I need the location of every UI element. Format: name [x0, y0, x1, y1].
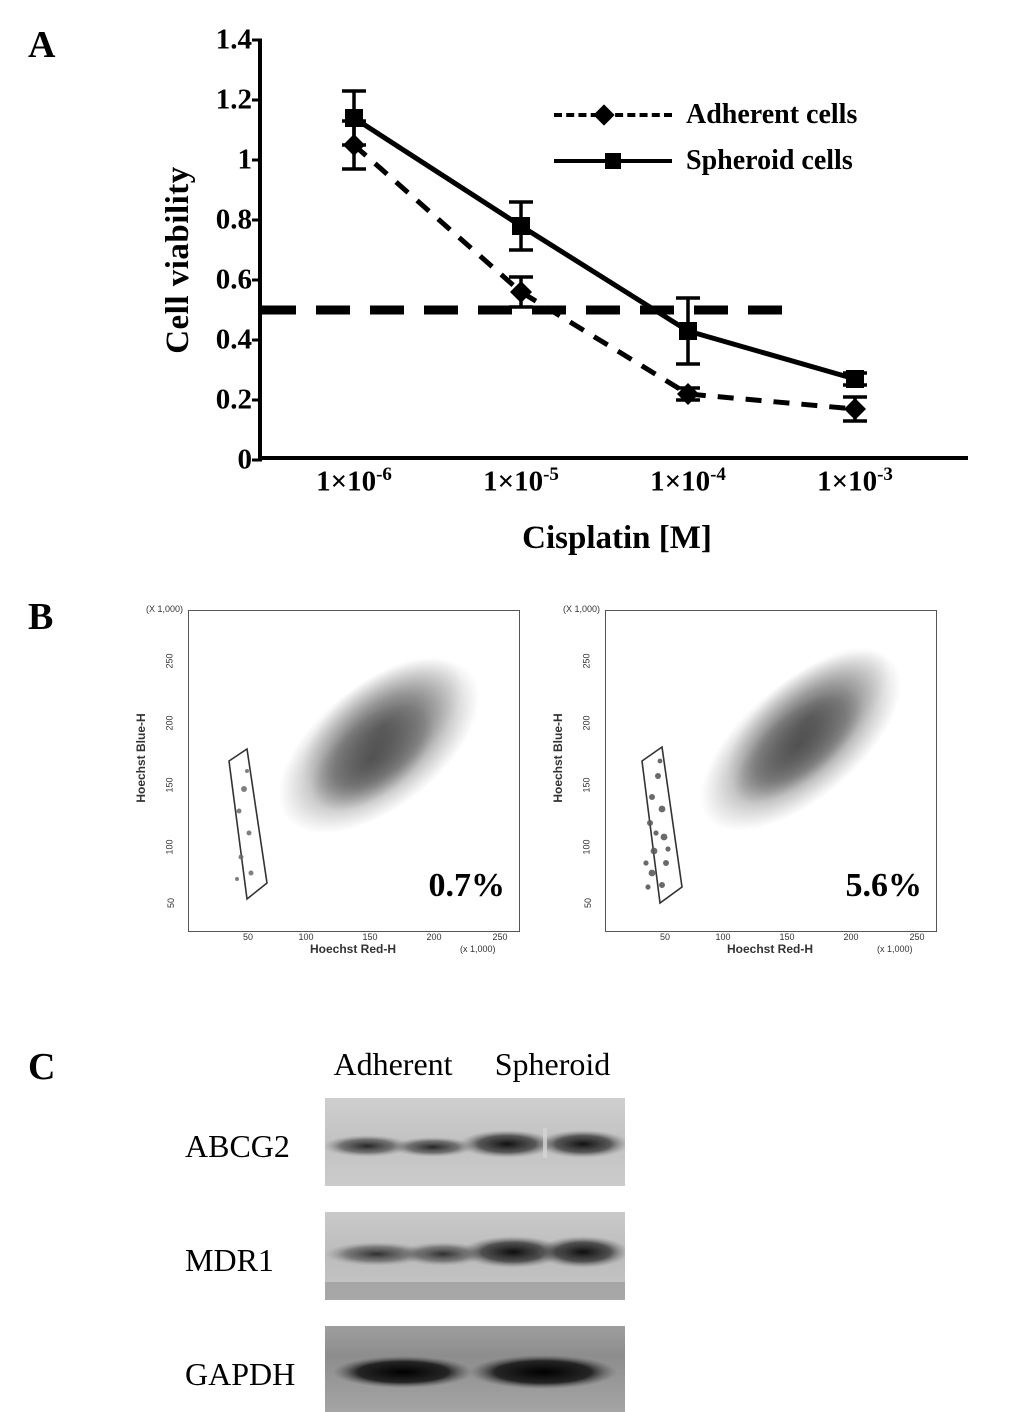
facs-plot-adherent [128, 598, 528, 993]
blot-column-header-adherent: Adherent [333, 1046, 453, 1082]
y-tick-label-1: 0.2 [215, 383, 252, 416]
panel-c [0, 1020, 1033, 1395]
y-tick-label-7: 1.4 [215, 23, 252, 56]
facs-x-label-left: Hoechst Red-H [309, 942, 396, 956]
facs-x-tick-right-50: 50 [659, 932, 671, 942]
facs-y-tick-right-150: 150 [581, 777, 592, 793]
blot-column-header-spheroid: Spheroid [494, 1046, 611, 1082]
blot-image-gapdh [325, 1326, 625, 1412]
blot-strip-gapdh [325, 1326, 625, 1412]
facs-plot-area-spheroid[interactable] [605, 610, 937, 932]
facs-plot-spheroid [545, 598, 945, 993]
y-tick-mark-5 [252, 159, 262, 162]
y-tick-mark-6 [252, 99, 262, 102]
x-tick-label-2: $1\times 10^{-4}$ [650, 464, 726, 498]
y-tick-label-2: 0.4 [215, 323, 252, 356]
y-tick-label-5: 1 [237, 143, 252, 176]
x-tick-label-3: $1\times 10^{-3}$ [817, 464, 893, 498]
facs-y-tick-left-200: 200 [164, 715, 175, 731]
legend-item-adherent [554, 92, 954, 138]
legend-label-adherent: Adherent cells [686, 99, 858, 130]
facs-y-label-left: Hoechst Blue-H [134, 713, 148, 803]
y-tick-mark-0 [252, 459, 262, 462]
blot-image-abcg2 [325, 1098, 625, 1186]
facs-y-tick-right-200: 200 [581, 715, 592, 731]
facs-x-tick-right-100: 100 [715, 932, 731, 942]
facs-x-tick-left-200: 200 [426, 932, 442, 942]
facs-plot-area-adherent[interactable] [188, 610, 520, 932]
facs-x-tick-right-200: 200 [843, 932, 859, 942]
y-axis-title: Cell viability [160, 166, 196, 354]
panel-c-letter: C [28, 1046, 56, 1088]
y-tick-mark-3 [252, 279, 262, 282]
facs-y-tick-right-50: 50 [583, 897, 594, 909]
legend-key-adherent-dashed-diamond [554, 105, 672, 125]
chart-legend [554, 92, 954, 184]
facs-y-tick-left-250: 250 [164, 653, 175, 669]
y-tick-mark-4 [252, 219, 262, 222]
panel-a [0, 0, 1033, 580]
legend-key-spheroid-solid-square [554, 151, 672, 171]
facs-y-label-right: Hoechst Blue-H [551, 713, 565, 803]
facs-x-tick-left-150: 150 [362, 932, 378, 942]
facs-y-tick-left-50: 50 [166, 897, 177, 909]
blot-row-label-mdr1: MDR1 [185, 1242, 274, 1278]
facs-x-tick-left-250: 250 [492, 932, 508, 942]
blot-row-label-gapdh: GAPDH [185, 1356, 296, 1392]
blot-strip-mdr1 [325, 1212, 625, 1300]
facs-y-tick-right-250: 250 [581, 653, 592, 669]
facs-x-unit-left: (x 1,000) [460, 944, 496, 954]
facs-y-unit-left: (X 1,000) [146, 604, 184, 614]
facs-y-unit-right: (X 1,000) [563, 604, 601, 614]
facs-percent-spheroid: 5.6% [845, 867, 922, 904]
blot-image-mdr1 [325, 1212, 625, 1300]
facs-x-label-right: Hoechst Red-H [726, 942, 813, 956]
y-tick-label-4: 0.8 [215, 203, 252, 236]
panel-b-letter: B [28, 596, 54, 638]
panel-b [0, 580, 1033, 1020]
legend-item-spheroid [554, 138, 954, 184]
y-tick-label-6: 1.2 [215, 83, 252, 116]
blot-strip-abcg2 [325, 1098, 625, 1186]
facs-x-tick-right-250: 250 [909, 932, 925, 942]
facs-y-tick-left-100: 100 [164, 839, 175, 855]
y-tick-label-0: 0 [237, 443, 252, 476]
x-tick-label-0: $1\times 10^{-6}$ [316, 464, 392, 498]
y-tick-mark-2 [252, 339, 262, 342]
x-tick-label-1: $1\times 10^{-5}$ [483, 464, 559, 498]
x-axis-title: Cisplatin [M] [522, 520, 712, 556]
facs-percent-adherent: 0.7% [428, 867, 505, 904]
viability-chart [160, 23, 968, 556]
blot-row-label-abcg2: ABCG2 [185, 1128, 290, 1164]
panel-a-letter: A [28, 24, 56, 66]
facs-x-tick-left-100: 100 [298, 932, 314, 942]
facs-y-tick-left-150: 150 [164, 777, 175, 793]
facs-x-tick-right-150: 150 [779, 932, 795, 942]
y-tick-label-3: 0.6 [215, 263, 252, 296]
legend-label-spheroid: Spheroid cells [686, 145, 853, 176]
facs-x-tick-left-50: 50 [242, 932, 254, 942]
y-tick-mark-7 [252, 39, 262, 42]
facs-y-tick-right-100: 100 [581, 839, 592, 855]
y-tick-mark-1 [252, 399, 262, 402]
facs-x-unit-right: (x 1,000) [877, 944, 913, 954]
